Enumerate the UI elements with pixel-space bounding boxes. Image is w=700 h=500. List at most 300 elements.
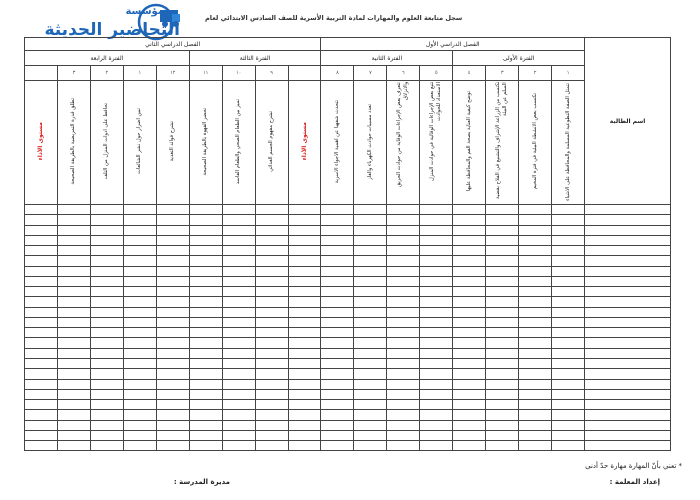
score-cell[interactable]: [288, 256, 321, 266]
score-cell[interactable]: [90, 379, 123, 389]
score-cell[interactable]: [486, 338, 519, 348]
score-cell[interactable]: [453, 235, 486, 245]
student-name-cell[interactable]: [585, 276, 671, 286]
score-cell[interactable]: [420, 276, 453, 286]
score-cell[interactable]: [354, 389, 387, 399]
score-cell[interactable]: [321, 441, 354, 451]
score-cell[interactable]: [156, 441, 189, 451]
score-cell[interactable]: [288, 307, 321, 317]
score-cell[interactable]: [25, 307, 58, 317]
score-cell[interactable]: [288, 317, 321, 327]
student-name-cell[interactable]: [585, 266, 671, 276]
score-cell[interactable]: [288, 246, 321, 256]
score-cell[interactable]: [288, 389, 321, 399]
score-cell[interactable]: [57, 358, 90, 368]
score-cell[interactable]: [552, 369, 585, 379]
score-cell[interactable]: [25, 430, 58, 440]
score-cell[interactable]: [189, 317, 222, 327]
student-name-cell[interactable]: [585, 379, 671, 389]
score-cell[interactable]: [420, 420, 453, 430]
score-cell[interactable]: [57, 246, 90, 256]
student-name-cell[interactable]: [585, 420, 671, 430]
score-cell[interactable]: [189, 410, 222, 420]
score-cell[interactable]: [552, 379, 585, 389]
score-cell[interactable]: [354, 287, 387, 297]
score-cell[interactable]: [387, 287, 420, 297]
score-cell[interactable]: [255, 235, 288, 245]
score-cell[interactable]: [420, 369, 453, 379]
score-cell[interactable]: [552, 276, 585, 286]
score-cell[interactable]: [57, 328, 90, 338]
score-cell[interactable]: [321, 225, 354, 235]
score-cell[interactable]: [25, 389, 58, 399]
score-cell[interactable]: [486, 328, 519, 338]
score-cell[interactable]: [354, 297, 387, 307]
score-cell[interactable]: [57, 400, 90, 410]
score-cell[interactable]: [90, 246, 123, 256]
score-cell[interactable]: [321, 307, 354, 317]
score-cell[interactable]: [123, 276, 156, 286]
score-cell[interactable]: [255, 246, 288, 256]
student-name-cell[interactable]: [585, 400, 671, 410]
score-cell[interactable]: [420, 441, 453, 451]
score-cell[interactable]: [222, 441, 255, 451]
score-cell[interactable]: [420, 205, 453, 215]
score-cell[interactable]: [387, 317, 420, 327]
score-cell[interactable]: [222, 389, 255, 399]
score-cell[interactable]: [420, 358, 453, 368]
score-cell[interactable]: [519, 379, 552, 389]
score-cell[interactable]: [25, 205, 58, 215]
score-cell[interactable]: [189, 276, 222, 286]
student-name-cell[interactable]: [585, 297, 671, 307]
score-cell[interactable]: [420, 348, 453, 358]
score-cell[interactable]: [321, 348, 354, 358]
score-cell[interactable]: [552, 441, 585, 451]
score-cell[interactable]: [321, 266, 354, 276]
score-cell[interactable]: [156, 328, 189, 338]
score-cell[interactable]: [189, 225, 222, 235]
score-cell[interactable]: [123, 379, 156, 389]
score-cell[interactable]: [255, 430, 288, 440]
score-cell[interactable]: [321, 400, 354, 410]
score-cell[interactable]: [222, 297, 255, 307]
score-cell[interactable]: [90, 369, 123, 379]
score-cell[interactable]: [486, 430, 519, 440]
score-cell[interactable]: [519, 338, 552, 348]
score-cell[interactable]: [156, 215, 189, 225]
score-cell[interactable]: [123, 317, 156, 327]
student-name-cell[interactable]: [585, 317, 671, 327]
score-cell[interactable]: [189, 369, 222, 379]
score-cell[interactable]: [255, 420, 288, 430]
score-cell[interactable]: [486, 420, 519, 430]
score-cell[interactable]: [255, 297, 288, 307]
score-cell[interactable]: [90, 225, 123, 235]
score-cell[interactable]: [354, 430, 387, 440]
score-cell[interactable]: [90, 420, 123, 430]
score-cell[interactable]: [387, 215, 420, 225]
score-cell[interactable]: [420, 246, 453, 256]
score-cell[interactable]: [189, 205, 222, 215]
score-cell[interactable]: [453, 266, 486, 276]
score-cell[interactable]: [321, 287, 354, 297]
score-cell[interactable]: [288, 410, 321, 420]
score-cell[interactable]: [354, 246, 387, 256]
score-cell[interactable]: [321, 338, 354, 348]
score-cell[interactable]: [321, 235, 354, 245]
score-cell[interactable]: [552, 348, 585, 358]
score-cell[interactable]: [387, 256, 420, 266]
score-cell[interactable]: [519, 225, 552, 235]
score-cell[interactable]: [156, 256, 189, 266]
score-cell[interactable]: [486, 400, 519, 410]
score-cell[interactable]: [255, 276, 288, 286]
score-cell[interactable]: [57, 256, 90, 266]
score-cell[interactable]: [57, 307, 90, 317]
score-cell[interactable]: [288, 225, 321, 235]
score-cell[interactable]: [288, 348, 321, 358]
score-cell[interactable]: [156, 430, 189, 440]
score-cell[interactable]: [189, 358, 222, 368]
score-cell[interactable]: [420, 235, 453, 245]
score-cell[interactable]: [57, 389, 90, 399]
score-cell[interactable]: [255, 287, 288, 297]
score-cell[interactable]: [453, 379, 486, 389]
score-cell[interactable]: [321, 317, 354, 327]
score-cell[interactable]: [222, 338, 255, 348]
score-cell[interactable]: [189, 307, 222, 317]
score-cell[interactable]: [123, 400, 156, 410]
score-cell[interactable]: [552, 297, 585, 307]
score-cell[interactable]: [90, 389, 123, 399]
score-cell[interactable]: [486, 256, 519, 266]
score-cell[interactable]: [222, 369, 255, 379]
score-cell[interactable]: [255, 410, 288, 420]
score-cell[interactable]: [222, 256, 255, 266]
score-cell[interactable]: [123, 266, 156, 276]
score-cell[interactable]: [156, 420, 189, 430]
student-name-cell[interactable]: [585, 441, 671, 451]
score-cell[interactable]: [354, 379, 387, 389]
score-cell[interactable]: [321, 276, 354, 286]
score-cell[interactable]: [156, 225, 189, 235]
score-cell[interactable]: [552, 235, 585, 245]
score-cell[interactable]: [552, 256, 585, 266]
score-cell[interactable]: [519, 328, 552, 338]
score-cell[interactable]: [486, 307, 519, 317]
score-cell[interactable]: [354, 266, 387, 276]
score-cell[interactable]: [387, 266, 420, 276]
score-cell[interactable]: [222, 348, 255, 358]
score-cell[interactable]: [156, 287, 189, 297]
score-cell[interactable]: [420, 410, 453, 420]
score-cell[interactable]: [255, 400, 288, 410]
score-cell[interactable]: [288, 297, 321, 307]
score-cell[interactable]: [90, 215, 123, 225]
score-cell[interactable]: [255, 307, 288, 317]
score-cell[interactable]: [123, 287, 156, 297]
score-cell[interactable]: [255, 369, 288, 379]
score-cell[interactable]: [519, 235, 552, 245]
score-cell[interactable]: [25, 338, 58, 348]
student-name-cell[interactable]: [585, 430, 671, 440]
score-cell[interactable]: [189, 400, 222, 410]
score-cell[interactable]: [57, 338, 90, 348]
score-cell[interactable]: [189, 266, 222, 276]
score-cell[interactable]: [222, 287, 255, 297]
score-cell[interactable]: [519, 389, 552, 399]
score-cell[interactable]: [25, 379, 58, 389]
score-cell[interactable]: [222, 358, 255, 368]
score-cell[interactable]: [90, 266, 123, 276]
score-cell[interactable]: [222, 307, 255, 317]
score-cell[interactable]: [354, 256, 387, 266]
score-cell[interactable]: [90, 276, 123, 286]
score-cell[interactable]: [57, 276, 90, 286]
score-cell[interactable]: [354, 328, 387, 338]
score-cell[interactable]: [519, 410, 552, 420]
score-cell[interactable]: [321, 430, 354, 440]
score-cell[interactable]: [552, 400, 585, 410]
score-cell[interactable]: [552, 225, 585, 235]
score-cell[interactable]: [25, 235, 58, 245]
score-cell[interactable]: [90, 410, 123, 420]
score-cell[interactable]: [222, 328, 255, 338]
score-cell[interactable]: [486, 246, 519, 256]
score-cell[interactable]: [189, 441, 222, 451]
score-cell[interactable]: [57, 410, 90, 420]
score-cell[interactable]: [288, 430, 321, 440]
student-name-cell[interactable]: [585, 358, 671, 368]
score-cell[interactable]: [57, 441, 90, 451]
score-cell[interactable]: [519, 307, 552, 317]
score-cell[interactable]: [25, 287, 58, 297]
score-cell[interactable]: [57, 225, 90, 235]
score-cell[interactable]: [387, 420, 420, 430]
score-cell[interactable]: [255, 389, 288, 399]
score-cell[interactable]: [486, 317, 519, 327]
score-cell[interactable]: [519, 441, 552, 451]
score-cell[interactable]: [222, 317, 255, 327]
score-cell[interactable]: [420, 317, 453, 327]
score-cell[interactable]: [519, 215, 552, 225]
score-cell[interactable]: [321, 297, 354, 307]
score-cell[interactable]: [123, 338, 156, 348]
score-cell[interactable]: [420, 400, 453, 410]
score-cell[interactable]: [123, 328, 156, 338]
score-cell[interactable]: [57, 430, 90, 440]
score-cell[interactable]: [57, 235, 90, 245]
score-cell[interactable]: [453, 338, 486, 348]
score-cell[interactable]: [387, 235, 420, 245]
score-cell[interactable]: [156, 400, 189, 410]
score-cell[interactable]: [354, 338, 387, 348]
score-cell[interactable]: [519, 276, 552, 286]
score-cell[interactable]: [189, 389, 222, 399]
score-cell[interactable]: [90, 441, 123, 451]
score-cell[interactable]: [189, 348, 222, 358]
score-cell[interactable]: [519, 317, 552, 327]
score-cell[interactable]: [156, 358, 189, 368]
score-cell[interactable]: [420, 287, 453, 297]
score-cell[interactable]: [123, 410, 156, 420]
score-cell[interactable]: [453, 205, 486, 215]
score-cell[interactable]: [189, 379, 222, 389]
score-cell[interactable]: [552, 389, 585, 399]
score-cell[interactable]: [123, 389, 156, 399]
score-cell[interactable]: [486, 379, 519, 389]
score-cell[interactable]: [57, 215, 90, 225]
score-cell[interactable]: [321, 215, 354, 225]
score-cell[interactable]: [123, 256, 156, 266]
score-cell[interactable]: [255, 225, 288, 235]
score-cell[interactable]: [420, 338, 453, 348]
score-cell[interactable]: [321, 246, 354, 256]
score-cell[interactable]: [255, 215, 288, 225]
score-cell[interactable]: [123, 246, 156, 256]
score-cell[interactable]: [25, 328, 58, 338]
score-cell[interactable]: [25, 317, 58, 327]
score-cell[interactable]: [255, 379, 288, 389]
score-cell[interactable]: [552, 266, 585, 276]
score-cell[interactable]: [453, 317, 486, 327]
score-cell[interactable]: [156, 297, 189, 307]
score-cell[interactable]: [420, 225, 453, 235]
score-cell[interactable]: [288, 420, 321, 430]
score-cell[interactable]: [519, 369, 552, 379]
score-cell[interactable]: [222, 235, 255, 245]
score-cell[interactable]: [57, 266, 90, 276]
score-cell[interactable]: [25, 420, 58, 430]
score-cell[interactable]: [486, 276, 519, 286]
score-cell[interactable]: [519, 256, 552, 266]
score-cell[interactable]: [57, 369, 90, 379]
student-name-cell[interactable]: [585, 307, 671, 317]
score-cell[interactable]: [222, 215, 255, 225]
score-cell[interactable]: [255, 256, 288, 266]
score-cell[interactable]: [189, 215, 222, 225]
score-cell[interactable]: [255, 266, 288, 276]
score-cell[interactable]: [387, 441, 420, 451]
score-cell[interactable]: [354, 317, 387, 327]
score-cell[interactable]: [387, 358, 420, 368]
score-cell[interactable]: [255, 348, 288, 358]
score-cell[interactable]: [156, 369, 189, 379]
score-cell[interactable]: [123, 348, 156, 358]
score-cell[interactable]: [25, 348, 58, 358]
score-cell[interactable]: [387, 410, 420, 420]
score-cell[interactable]: [420, 215, 453, 225]
score-cell[interactable]: [387, 348, 420, 358]
score-cell[interactable]: [486, 389, 519, 399]
student-name-cell[interactable]: [585, 246, 671, 256]
score-cell[interactable]: [321, 389, 354, 399]
score-cell[interactable]: [453, 410, 486, 420]
score-cell[interactable]: [25, 369, 58, 379]
score-cell[interactable]: [552, 317, 585, 327]
score-cell[interactable]: [255, 205, 288, 215]
score-cell[interactable]: [321, 420, 354, 430]
score-cell[interactable]: [90, 287, 123, 297]
score-cell[interactable]: [453, 358, 486, 368]
score-cell[interactable]: [90, 297, 123, 307]
score-cell[interactable]: [189, 430, 222, 440]
score-cell[interactable]: [123, 307, 156, 317]
score-cell[interactable]: [552, 338, 585, 348]
score-cell[interactable]: [486, 297, 519, 307]
score-cell[interactable]: [288, 205, 321, 215]
score-cell[interactable]: [453, 215, 486, 225]
score-cell[interactable]: [552, 307, 585, 317]
score-cell[interactable]: [552, 215, 585, 225]
score-cell[interactable]: [453, 256, 486, 266]
score-cell[interactable]: [25, 215, 58, 225]
score-cell[interactable]: [486, 410, 519, 420]
score-cell[interactable]: [486, 205, 519, 215]
score-cell[interactable]: [486, 235, 519, 245]
score-cell[interactable]: [354, 369, 387, 379]
score-cell[interactable]: [453, 400, 486, 410]
score-cell[interactable]: [222, 205, 255, 215]
score-cell[interactable]: [57, 379, 90, 389]
score-cell[interactable]: [90, 317, 123, 327]
score-cell[interactable]: [486, 369, 519, 379]
score-cell[interactable]: [222, 430, 255, 440]
score-cell[interactable]: [354, 410, 387, 420]
score-cell[interactable]: [387, 225, 420, 235]
score-cell[interactable]: [354, 235, 387, 245]
score-cell[interactable]: [222, 400, 255, 410]
student-name-cell[interactable]: [585, 369, 671, 379]
score-cell[interactable]: [255, 441, 288, 451]
score-cell[interactable]: [156, 379, 189, 389]
score-cell[interactable]: [222, 246, 255, 256]
score-cell[interactable]: [255, 317, 288, 327]
score-cell[interactable]: [519, 420, 552, 430]
score-cell[interactable]: [552, 420, 585, 430]
score-cell[interactable]: [288, 235, 321, 245]
score-cell[interactable]: [123, 420, 156, 430]
score-cell[interactable]: [90, 358, 123, 368]
student-name-cell[interactable]: [585, 256, 671, 266]
score-cell[interactable]: [519, 430, 552, 440]
score-cell[interactable]: [57, 297, 90, 307]
score-cell[interactable]: [453, 297, 486, 307]
score-cell[interactable]: [420, 266, 453, 276]
score-cell[interactable]: [354, 441, 387, 451]
score-cell[interactable]: [123, 369, 156, 379]
score-cell[interactable]: [222, 225, 255, 235]
score-cell[interactable]: [288, 266, 321, 276]
score-cell[interactable]: [123, 430, 156, 440]
score-cell[interactable]: [519, 287, 552, 297]
score-cell[interactable]: [222, 276, 255, 286]
score-cell[interactable]: [189, 235, 222, 245]
score-cell[interactable]: [519, 348, 552, 358]
score-cell[interactable]: [486, 215, 519, 225]
score-cell[interactable]: [354, 225, 387, 235]
score-cell[interactable]: [25, 246, 58, 256]
score-cell[interactable]: [486, 225, 519, 235]
score-cell[interactable]: [453, 369, 486, 379]
score-cell[interactable]: [552, 287, 585, 297]
score-cell[interactable]: [552, 246, 585, 256]
score-cell[interactable]: [552, 205, 585, 215]
score-cell[interactable]: [156, 246, 189, 256]
score-cell[interactable]: [387, 276, 420, 286]
score-cell[interactable]: [453, 348, 486, 358]
